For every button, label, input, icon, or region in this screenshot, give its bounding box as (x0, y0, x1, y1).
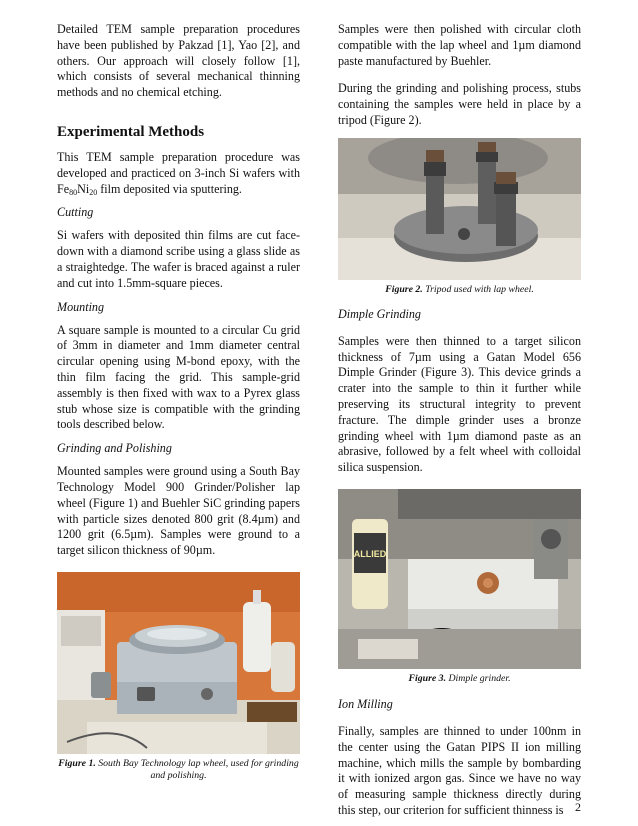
allied-bottle-label: ALLIED (353, 548, 387, 559)
figure-3-photo (338, 489, 581, 669)
fe-subscript: 80 (69, 187, 78, 197)
dimple-paragraph: Samples were then thinned to a target silicon thickness of 7µm using a Gatan Model 656 Dimple Grinder (Figure 3). This device grinds a crater into the sample to thin it further while preserving its structural integrity to prevent fracture. The dimple grinder uses a bronze grinding wheel with 1µm diamond paste as an abrasive, followed by a felt wheel with colloidal silica suspension. (338, 333, 581, 475)
figure-3-label: Figure 3. (408, 672, 447, 684)
right-column (338, 22, 581, 819)
dimple-heading: Dimple Grinding (338, 306, 421, 321)
dimple-grinder-image (338, 489, 581, 669)
ion-heading: Ion Milling (338, 696, 393, 711)
figure-1-caption (57, 758, 300, 782)
left-column (57, 22, 300, 782)
mounting-paragraph: A square sample is mounted to a circular Cu grid of 3mm in diameter and 1mm diameter central circular opening using M-bond epoxy, with the thin film facing the grid. This sample-grid assembly is then fixed with wax to a Pyrex glass stub whose size is compatible with the grinding tools described below. (57, 322, 300, 432)
tripod-paragraph: During the grinding and polishing process, stubs containing the samples were held in place by a tripod (Figure 2). (338, 81, 581, 127)
figure-2-caption (338, 284, 581, 296)
cutting-heading: Cutting (57, 205, 94, 220)
intro-paragraph: Detailed TEM sample preparation procedures have been published by Pakzad [1], Yao [2], and others. Our approach will closely follow [1], which consists of several mechanical thinning methods and no chemical etching. (57, 22, 300, 100)
figure-2-label: Figure 2. (385, 283, 423, 295)
figure-1-label: Figure 1. (58, 757, 96, 769)
figure-3-caption-text: Dimple grinder. (446, 672, 511, 684)
polish-paragraph: Samples were then polished with circular cloth compatible with the lap wheel and 1µm diamond paste manufactured by Buehler. (338, 22, 581, 68)
page-number: 2 (575, 800, 581, 814)
lap-wheel-image (57, 572, 300, 754)
grinding-paragraph: Mounted samples were ground using a South Bay Technology Model 900 Grinder/Polisher lap wheel (Figure 1) and Buehler SiC grinding papers with particle sizes denoted 800 grit (8.4µm) and 1200 grit (6.5µm). Samples were ground to a target silicon thickness of 90µm. (57, 464, 300, 558)
methods-intro-a: This TEM sample preparation procedure was developed and practiced on 3-inch Si wafers with Fe (57, 149, 300, 196)
section-title: Experimental Methods (57, 123, 205, 140)
ni-subscript: 20 (89, 187, 98, 197)
grinding-heading: Grinding and Polishing (57, 441, 172, 456)
ni-symbol: Ni (77, 181, 90, 196)
figure-2-caption-text: Tripod used with lap wheel. (422, 283, 534, 295)
cutting-paragraph: Si wafers with deposited thin films are cut face-down with a diamond scribe using a glass slide as a straightedge. The wafer is braced against a ruler and cut into 1.5mm-square pieces. (57, 228, 300, 290)
ion-paragraph: Finally, samples are thinned to under 100nm in the center using the Gatan PIPS II ion milling machine, which mills the sample by bombarding it with ionized argon gas. Since we have no way of measuring sample thickness directly during this step, our criterion for sufficient thinness is (338, 723, 581, 817)
figure-1-photo (57, 572, 300, 754)
figure-1-caption-text: South Bay Technology lap wheel, used for grinding and polishing. (95, 757, 299, 781)
figure-3-caption (338, 673, 581, 685)
figure-2-photo (338, 138, 581, 280)
tripod-image (338, 138, 581, 280)
methods-intro-b: film deposited via sputtering. (97, 181, 242, 196)
mounting-heading: Mounting (57, 299, 105, 314)
methods-intro-paragraph (57, 150, 300, 197)
